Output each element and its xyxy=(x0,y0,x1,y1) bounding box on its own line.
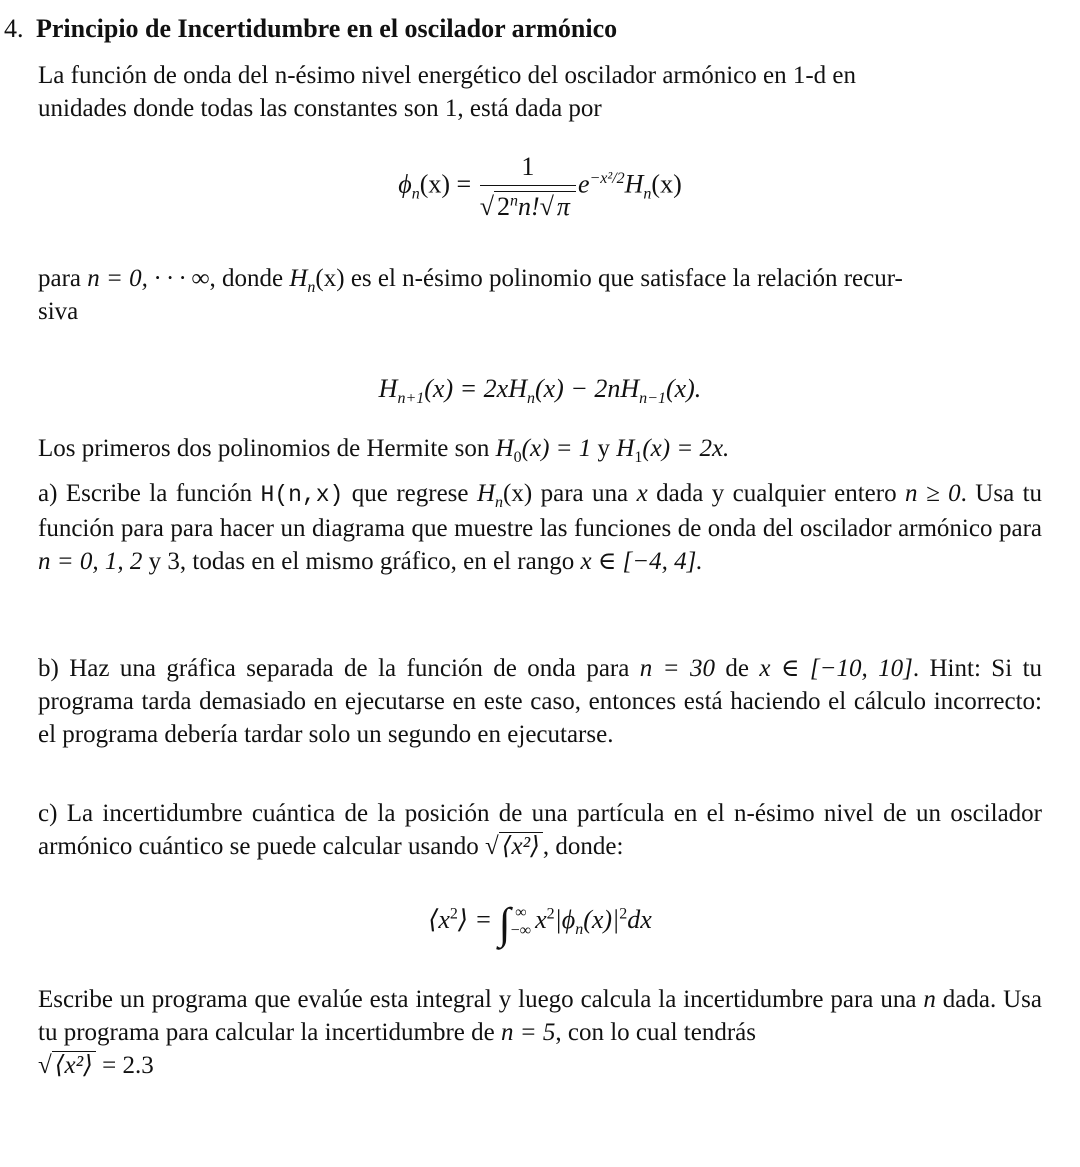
pi-symbol: π xyxy=(556,192,570,221)
text: siva xyxy=(38,298,79,325)
math-H: H xyxy=(289,265,308,292)
hermite-symbol: H xyxy=(624,169,644,199)
intro-line-1: La función de onda del n-ésimo nivel energético del oscilador armónico en 1-d en xyxy=(38,62,857,89)
outer-sqrt: √ 2$^n$n!√ π xyxy=(480,190,576,223)
math-term: (x) = 2xH xyxy=(424,374,527,403)
math-sub: n−1 xyxy=(639,390,666,408)
exp-exponent: −x²/2 xyxy=(589,169,625,187)
denominator-base: 2 xyxy=(496,192,510,221)
text: , con lo cual tendrás xyxy=(555,1019,756,1046)
lower-limit: −∞ xyxy=(510,922,532,940)
text: a) Escribe la función xyxy=(38,480,253,507)
text: para xyxy=(38,265,82,292)
text: Escribe un programa que evalúe esta integral y luego calcula la incertidumbre para una xyxy=(38,986,917,1013)
math-condition: n ≥ 0 xyxy=(905,480,961,507)
math-term: (x) = 2x. xyxy=(642,435,730,462)
wavefunction-equation xyxy=(0,150,1080,223)
normalization-fraction xyxy=(480,150,576,223)
math-sub: n xyxy=(526,390,535,408)
math-sup: 2 xyxy=(619,905,628,923)
upper-limit: ∞ xyxy=(515,904,527,922)
part-b-paragraph xyxy=(38,652,1042,751)
math-sup: 2 xyxy=(449,905,458,923)
denominator-exponent: n xyxy=(509,192,518,210)
math-x: x xyxy=(636,480,648,507)
phi-argument: (x) = xyxy=(419,169,472,199)
exp-base: e xyxy=(577,169,590,199)
math-H0: H xyxy=(495,435,514,462)
intro-paragraph xyxy=(38,59,1042,125)
math-H1: H xyxy=(616,435,635,462)
math-sub: n xyxy=(495,494,503,511)
sqrt-expression: √ ⟨x²⟩ xyxy=(485,830,543,863)
recursion-equation xyxy=(0,372,1080,408)
phi-subscript: n xyxy=(411,185,420,203)
text: , donde xyxy=(209,265,284,292)
text: y 3, todas en el mismo gráfico, en el rango xyxy=(148,548,575,575)
math-term: ⟩ = xyxy=(457,905,493,934)
math-term: H xyxy=(378,374,398,403)
section-number: 4. xyxy=(4,14,24,43)
section-title: Principio de Incertidumbre en el oscilador armónico xyxy=(36,14,618,43)
math-term: (x) = 1 xyxy=(521,435,592,462)
text: y xyxy=(597,435,611,462)
math-expectation: ⟨x²⟩ xyxy=(54,1052,93,1079)
text: dada y cualquier entero xyxy=(656,480,897,507)
text: es el n-ésimo polinomio que satisface la relación recur- xyxy=(350,265,903,292)
phi-symbol: ϕ xyxy=(398,169,412,199)
math-sup: 2 xyxy=(546,905,555,923)
fraction-denominator xyxy=(480,186,576,223)
math-sub: n xyxy=(575,921,584,939)
fraction-numerator: 1 xyxy=(480,150,576,186)
math-arg: (x) xyxy=(503,480,533,507)
text: para una xyxy=(540,480,629,507)
intro-line-2: unidades donde todas las constantes son 1, está dada por xyxy=(38,95,602,122)
conclusion-paragraph xyxy=(38,983,1042,1082)
math-arg: (x) xyxy=(315,265,345,292)
text: que regrese xyxy=(351,480,469,507)
code-function-name: H(n,x) xyxy=(260,482,344,508)
denominator-factorial: n! xyxy=(517,192,540,221)
math-range: x ∈ [−10, 10] xyxy=(759,655,913,682)
part-a-paragraph xyxy=(38,477,1042,578)
math-term: (x) − 2nH xyxy=(534,374,640,403)
math-term: (x). xyxy=(665,374,702,403)
math-H: H xyxy=(476,480,495,507)
math-range: n = 0, · · · ∞ xyxy=(87,265,210,292)
recursion-paragraph xyxy=(38,262,1042,328)
text: Los primeros dos polinomios de Hermite son xyxy=(38,435,490,462)
math-expectation: ⟨x²⟩ xyxy=(501,833,540,860)
math-sub: 1 xyxy=(634,449,643,466)
integral-equation xyxy=(0,899,1080,948)
math-term: x xyxy=(535,905,547,934)
math-sub: 0 xyxy=(513,449,522,466)
math-n5: n = 5 xyxy=(500,1019,556,1046)
math-sub: n xyxy=(307,279,316,296)
hermite-paragraph xyxy=(38,432,1042,465)
math-term: |ϕ xyxy=(554,905,576,934)
math-range: x ∈ [−4, 4]. xyxy=(580,548,703,575)
hermite-argument: (x) xyxy=(651,169,682,199)
math-n30: n = 30 xyxy=(639,655,715,682)
section-heading xyxy=(4,12,617,45)
math-term: (x)| xyxy=(583,905,620,934)
text: dada. Usa tu programa para calcular la incertidumbre de xyxy=(38,986,1043,1046)
math-sub: n+1 xyxy=(397,390,425,408)
result-value: = 2.3 xyxy=(102,1052,154,1079)
text: , donde: xyxy=(542,833,624,860)
hermite-subscript: n xyxy=(643,185,652,203)
math-term: dx xyxy=(627,905,652,934)
sqrt-expression: √ ⟨x²⟩ xyxy=(38,1049,96,1082)
text: . Usa tu función para para hacer un diagrama que muestre las funciones de onda del oscilador armónico para xyxy=(38,480,1043,542)
text: b) Haz una gráfica separada de la función de onda para xyxy=(38,655,630,682)
math-term: ⟨x xyxy=(428,905,450,934)
part-c-paragraph xyxy=(38,797,1042,863)
text: de xyxy=(725,655,749,682)
integral-limits xyxy=(511,904,531,940)
math-n: n xyxy=(923,986,936,1013)
integral-symbol: ∫ xyxy=(498,899,511,948)
inner-sqrt: √ π xyxy=(540,190,573,223)
text: c) La incertidumbre cuántica de la posición de una partícula en el n-ésimo nivel de un oscilador armónico cuántico se puede calcular usando xyxy=(38,800,1042,860)
math-values: n = 0, 1, 2 xyxy=(38,548,143,575)
text: . Hint: Si tu programa tarda demasiado en ejecutarse en este caso, entonces está haciendo el cálculo incorrecto: el programa debería tardar solo un segundo en ejecutarse. xyxy=(38,655,1043,748)
